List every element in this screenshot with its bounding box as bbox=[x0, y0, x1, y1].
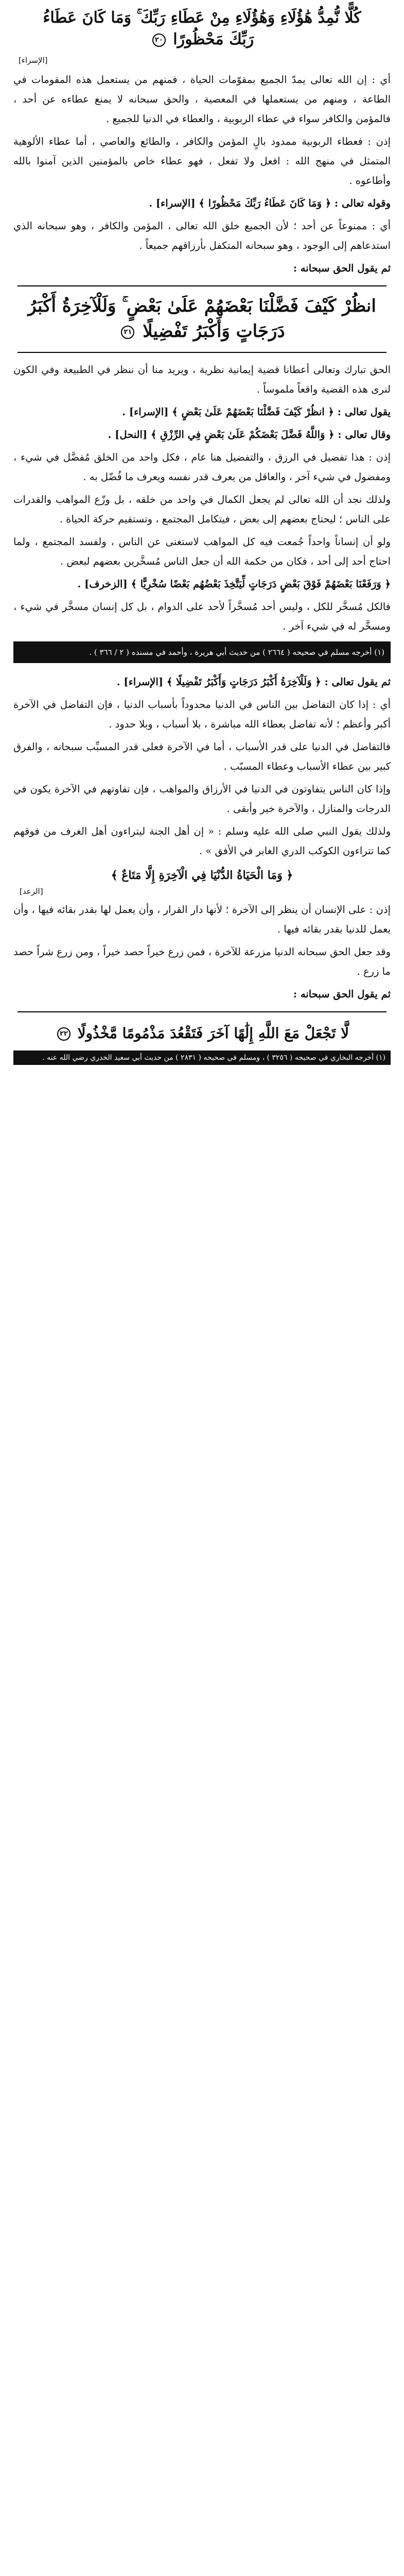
bottom-verse-text: لَّا تَجْعَلْ مَعَ اللَّهِ إِلَٰهًا آخَرَ فَتَقْعُدَ مَذْمُومًا مَّخْذُولًا bbox=[77, 1024, 349, 1042]
paragraph: وقد جعل الحق سبحانه الدنيا مزرعة للآخرة ، فمن زرع خيراً حصد خيراً ، ومن زرع شراً حصد ما زرع . bbox=[13, 945, 391, 977]
paragraph: ثم يقول تعالى : ﴿ وَلَلْآخِرَةُ أَكْبَرُ دَرَجَاتٍ وَأَكْبَرُ تَفْضِيلًا ﴾ [الإسراء] . bbox=[116, 676, 391, 688]
verse-number-ornament-icon: ٢٢ bbox=[57, 1027, 71, 1041]
footnote-box: (١) أخرجه مسلم في صحيحه ( ٢٦٦٤ ) من حديث أبي هريرة ، وأحمد في مسنده ( ٢ / ٣٦٦ ) . bbox=[13, 641, 391, 663]
paragraph: فالتفاضل في الدنيا على قدر الأسباب ، أما في الآخرة فعلى قدر المسبِّب سبحانه ، والفرق كبير بين عطاء الأسباب وعطاء المسبّب . bbox=[13, 741, 391, 773]
paragraph: فالكل مُسخَّر للكل ، وليس أحد مُسخَّراً لأحد على الدوام ، بل كل إنسان مسخَّر في شيء ، ومسخَّر له في شيء آخر . bbox=[13, 600, 391, 632]
paragraph: أي : إذا كان التفاضل بين الناس في الدنيا محدوداً بأسباب الدنيا ، فإن التفاضل في الآخرة أكبر وأعظم ؛ لأنه تفاضل بعطاء الله مباشرة ، بلا أسباب ، وبلا حدود . bbox=[13, 699, 391, 731]
paragraph: ﴿ وَرَفَعْنَا بَعْضَهُمْ فَوْقَ بَعْضٍ دَرَجَاتٍ لِّيَتَّخِذَ بَعْضُهُم بَعْضًا سُخْرِيًّا ﴾ [الزخرف] . bbox=[77, 578, 391, 590]
verse-banner bbox=[13, 294, 391, 345]
paragraph: وإذا كان الناس يتفاوتون في الدنيا في الأرزاق والمواهب ، فإن تفاوتهم في الآخرة يكون في الدرجات والمنازل ، والآخرة خير وأبقى . bbox=[13, 783, 391, 815]
footnote-box: (١) أخرجه البخاري في صحيحه ( ٣٢٥٦ ) ، ومسلم في صحيحه ( ٢٨٣١ ) من حديث أبي سعيد الخدري رضي الله عنه . bbox=[13, 1050, 391, 1065]
paragraph: ثم يقول الحق سبحانه : bbox=[293, 988, 391, 1000]
paragraph: إذن : هذا تفضيل في الرزق ، والتفضيل هنا عام ، فكل واحد من الخلق مُفضَّل في شيء ، ومفضول في شيء آخر ، والعاقل من يعرف قدر نفسه ويعرف ما فُضّل به . bbox=[13, 451, 391, 483]
paragraph: ولو أن إنساناً واحداً جُمعت فيه كل المواهب لاستغنى عن الناس ، ولفسد المجتمع ، ولما احتاج أحد إلى أحد ، فكان من حكمة الله أن جعل الناس مُسخَّرين بعضهم لبعض . bbox=[13, 535, 391, 567]
quran-quote: ﴿ وَمَا الْحَيَاةُ الدُّنْيَا فِي الْآخِرَةِ إِلَّا مَتَاعٌ ﴾ bbox=[111, 869, 293, 883]
paragraph: ولذلك يقول النبي صلى الله عليه وسلم : « إن أهل الجنة ليتراءون أهل الغرف من فوقهم كما تتراءون الكوكب الدري الغابر في الأفق » . bbox=[13, 825, 391, 857]
section-divider bbox=[17, 1011, 387, 1012]
quote-ref: [الرعد] bbox=[20, 886, 43, 896]
paragraph: وقوله تعالى : ﴿ وَمَا كَانَ عَطَاءُ رَبِّكَ مَحْظُورًا ﴾ [الإسراء] . bbox=[149, 197, 391, 210]
section-divider bbox=[17, 352, 387, 353]
verse-number-ornament-icon: ٢١ bbox=[121, 326, 134, 339]
paragraph: الحق تبارك وتعالى أعطانا قضية إيمانية نظرية ، ويريد منا أن ننظر في الطبيعة وفي الكون لنرى هذه القضية واقعاً ملموساً . bbox=[13, 363, 391, 395]
paragraph: ثم يقول الحق سبحانه : bbox=[293, 262, 391, 275]
paragraph: أي : ممنوعاً عن أحد ؛ لأن الجميع خلق الله تعالى ، المؤمن والكافر ، وهو سبحانه الذي استدعاهم إلى الوجود ، وهو سبحانه المتكفل بأرزاقهم جميعاً . bbox=[13, 220, 391, 252]
top-verse bbox=[28, 7, 375, 50]
paragraph: إذن : فعطاء الربوبية ممدود بالٍ المؤمن والكافر ، والطائع والعاصي ، أما عطاء الألوهية المتمثل في منهج الله : افعل ولا تفعل ، فهو عطاء خاص بالمؤمنين الذين آمنوا بالله وأطاعوه . bbox=[13, 135, 391, 187]
paragraph: وقال تعالى : ﴿ وَاللَّهُ فَضَّلَ بَعْضَكُمْ عَلَىٰ بَعْضٍ فِي الرِّزْقِ ﴾ [النحل] . bbox=[108, 428, 391, 440]
banner-verse-text: انظُرْ كَيْفَ فَضَّلْنَا بَعْضَهُمْ عَلَىٰ بَعْضٍ ۚ وَلَلْآخِرَةُ أَكْبَرُ دَرَجَاتٍ وَأَكْبَرُ تَفْضِيلًا bbox=[28, 296, 376, 342]
paragraph: ولذلك نجد أن الله تعالى لم يجعل الكمال في واحد من خلقه ، بل وزّع المواهب والقدرات على الناس ؛ ليحتاج بعضهم إلى بعض ، فيتكامل المجتمع ، وتستقيم حركة الحياة . bbox=[13, 493, 391, 525]
top-verse-ref: [الإسراء] bbox=[19, 56, 48, 65]
bottom-verse-banner bbox=[13, 1023, 391, 1044]
paragraph: يقول تعالى : ﴿ انظُرْ كَيْفَ فَضَّلْنَا بَعْضَهُمْ عَلَىٰ بَعْضٍ ﴾ [الإسراء] . bbox=[122, 405, 391, 418]
verse-number-ornament-icon: ٢٠ bbox=[152, 33, 166, 47]
top-verse-text: كُلًّا نُّمِدُّ هَٰؤُلَاءِ وَهَٰؤُلَاءِ مِنْ عَطَاءِ رَبِّكَ ۚ وَمَا كَانَ عَطَاءُ رَبِّكَ مَحْظُورًا bbox=[43, 9, 361, 48]
paragraph: أي : إن الله تعالى يمدّ الجميع بمقوّمات الحياة ، فمنهم من يستعمل هذه المقومات في الطاعة ، ومنهم من يستعملها في المعصية ، والحق سبحانه لا يمنع عطاءه عن أحد ، فالمؤمن والكافر سواء في عطاء الربوبية ، والعطاء في الدنيا للجميع . bbox=[13, 74, 391, 125]
section-divider bbox=[17, 285, 387, 286]
paragraph: إذن : على الإنسان أن ينظر إلى الآخرة ؛ لأنها دار القرار ، وأن يعمل لها بقدر بقائه فيها ، وأن يعمل للدنيا بقدر بقائه فيها . bbox=[13, 903, 391, 935]
